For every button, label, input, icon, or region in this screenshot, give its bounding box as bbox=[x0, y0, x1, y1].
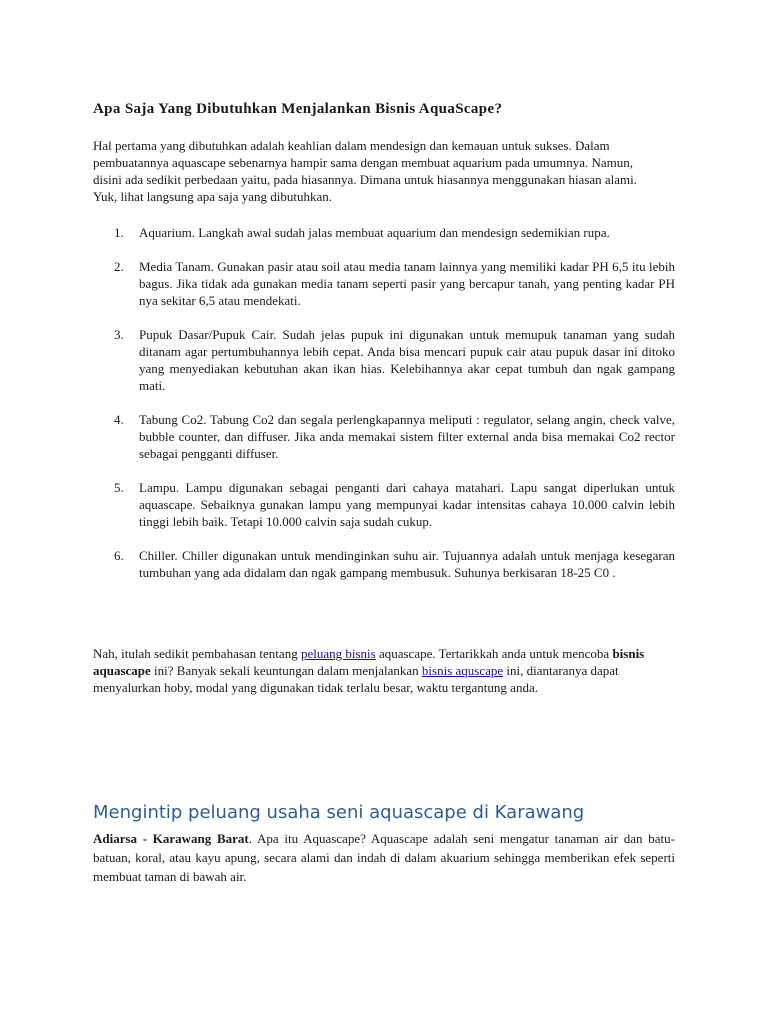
intro-paragraph: Hal pertama yang dibutuhkan adalah keahlian dalam mendesign dan kemauan untuk sukses. Dalam pembuatannya aquascape sebenarnya hampir sama dengan membuat aquarium pada umumnya. Namun, disini ada sedikit perbedaan yaitu, pada hiasannya. Dimana untuk hiasannya menggunakan hiasan alami. Yuk, lihat langsung apa saja yang dibutuhkan. bbox=[93, 138, 638, 204]
requirements-list bbox=[93, 224, 675, 581]
closing-text-3: ini? Banyak sekali keuntungan dalam menjalankan bbox=[150, 663, 422, 678]
list-item-text: Chiller. Chiller digunakan untuk mendinginkan suhu air. Tujuannya adalah untuk menjaga kesegaran tumbuhan yang ada didalam dan ngak gampang membusuk. Suhunya berkisaran 18-25 C0 . bbox=[139, 548, 675, 580]
list-item-text: Media Tanam. Gunakan pasir atau soil atau media tanam lainnya yang memiliki kadar PH 6,5 itu lebih bagus. Jika tidak ada gunakan media tanam seperti pasir yang bercapur tanah, yang penting kadar PH nya sekitar 6,5 atau mendekati. bbox=[139, 259, 675, 308]
list-item bbox=[93, 224, 675, 241]
list-item-number: 3. bbox=[114, 327, 124, 342]
article-paragraph bbox=[93, 829, 675, 886]
list-item-text: Pupuk Dasar/Pupuk Cair. Sudah jelas pupuk ini digunakan untuk memupuk tanaman yang sudah ditanam agar pertumbuhannya lebih cepat. Anda bisa mencari pupuk cair atau pupuk dasar ini ditoko yang menyediakan kebutuhan akan ikan hias. Kelebihannya akar cepat tumbuh dan ngak gampang mati. bbox=[139, 327, 675, 393]
list-item-number: 5. bbox=[114, 480, 124, 495]
list-item-text: Aquarium. Langkah awal sudah jalas membuat aquarium dan mendesign sedemikian rupa. bbox=[139, 225, 610, 240]
bisnis-aquscape-link[interactable]: bisnis aquscape bbox=[421, 663, 504, 678]
document-title: Apa Saja Yang Dibutuhkan Menjalankan Bisnis AquaScape? bbox=[93, 101, 503, 117]
section-heading: Mengintip peluang usaha seni aquascape di Karawang bbox=[93, 802, 585, 823]
list-item-number: 2. bbox=[114, 259, 124, 274]
list-item bbox=[93, 326, 675, 394]
article-lead: Adiarsa - Karawang Barat bbox=[93, 831, 249, 846]
list-item-text: Tabung Co2. Tabung Co2 dan segala perlengkapannya meliputi : regulator, selang angin, check valve, bubble counter, dan diffuser. Jika anda memakai sistem filter external anda bisa memakai Co2 rector sebagai pengganti diffuser. bbox=[139, 412, 675, 461]
peluang-bisnis-link[interactable]: peluang bisnis bbox=[300, 646, 376, 661]
closing-text-2: aquascape. Tertarikkah anda untuk mencoba bbox=[375, 646, 613, 661]
list-item bbox=[93, 258, 675, 309]
list-item bbox=[93, 547, 675, 581]
closing-text-1: Nah, itulah sedikit pembahasan tentang bbox=[93, 646, 301, 661]
closing-text-4: ini, diantaranya dapat menyalurkan hoby, modal yang digunakan tidak terlalu besar, waktu tergantung anda. bbox=[93, 663, 619, 695]
closing-paragraph bbox=[93, 645, 683, 696]
list-item-text: Lampu. Lampu digunakan sebagai penganti dari cahaya matahari. Lapu sangat diperlukan untuk aquascape. Sebaiknya gunakan lampu yang mempunyai kadar intensitas cahaya 10.000 calvin lebih tinggi lebih baik. Tetapi 10.000 calvin saja sudah cukup. bbox=[139, 480, 675, 529]
bisnis-aquascape-bold: bisnis aquascape bbox=[93, 646, 645, 678]
list-item-number: 4. bbox=[114, 412, 124, 427]
article-text: . Apa itu Aquascape? Aquascape adalah seni mengatur tanaman air dan batu-batuan, koral, atau kayu apung, secara alami dan indah di dalam akuarium sehingga memberikan efek seperti membuat taman di bawah air. bbox=[93, 831, 675, 884]
list-item bbox=[93, 411, 675, 462]
list-item-number: 6. bbox=[114, 548, 124, 563]
list-item bbox=[93, 479, 675, 530]
list-item-number: 1. bbox=[114, 225, 124, 240]
